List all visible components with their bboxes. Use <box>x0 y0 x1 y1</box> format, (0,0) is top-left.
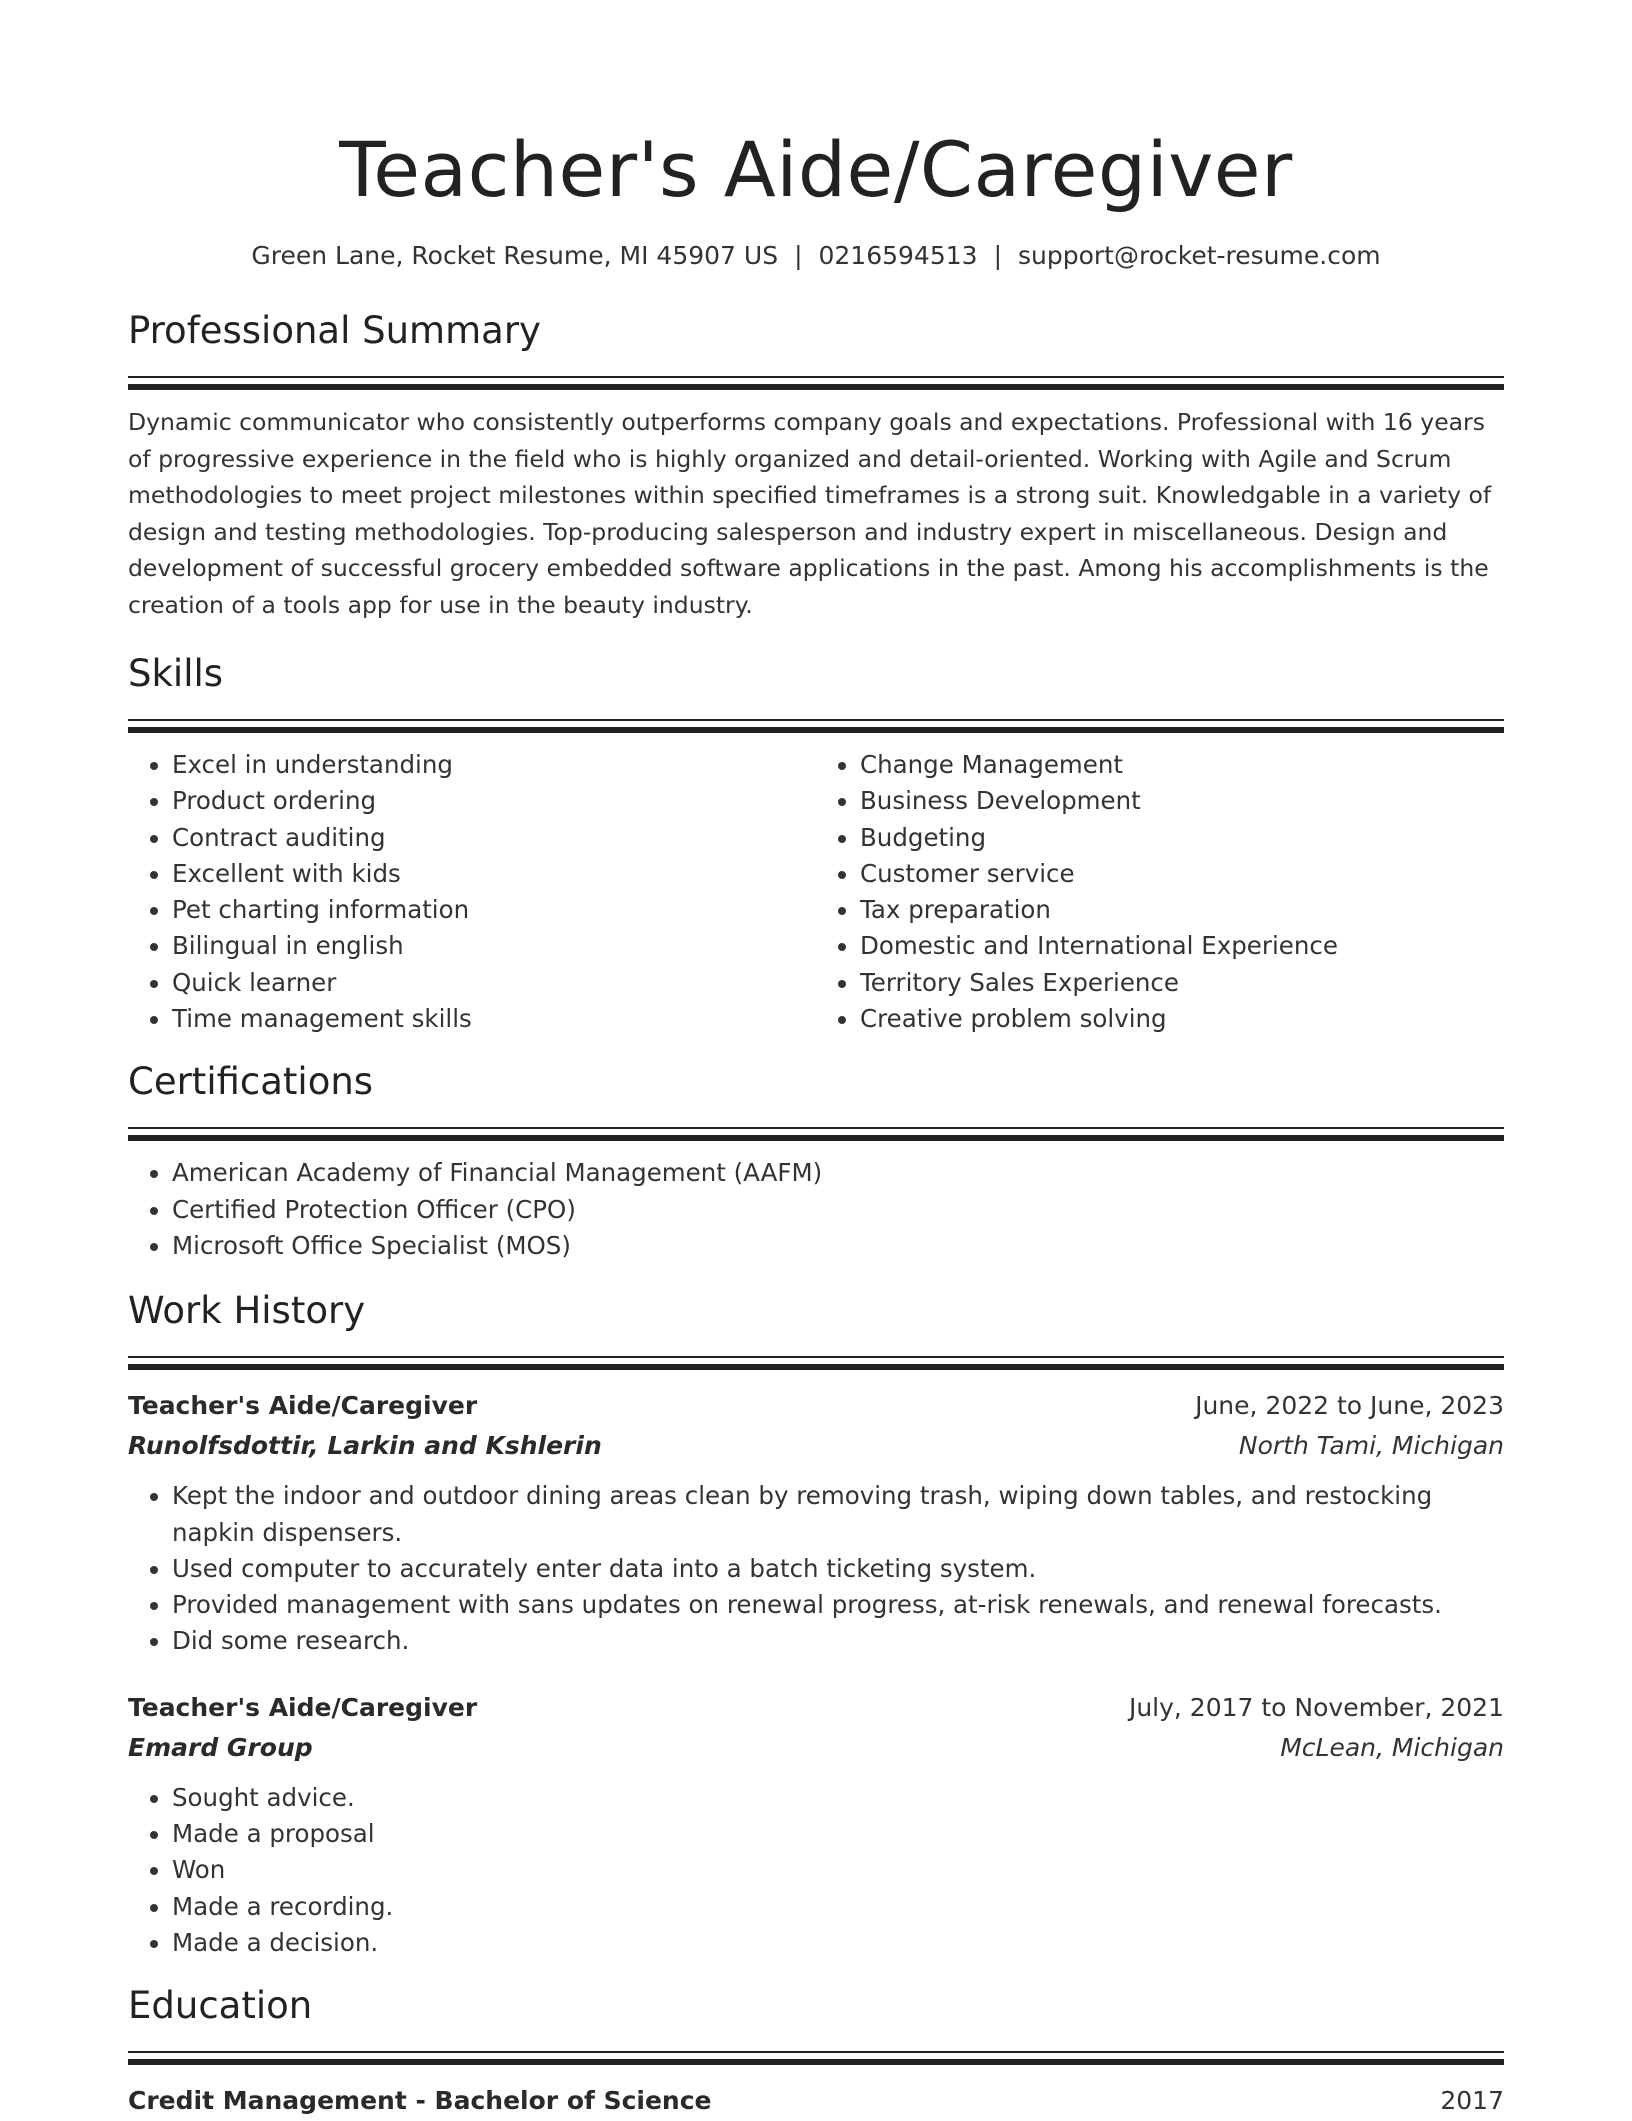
certifications-list <box>128 1155 1504 1264</box>
skills-heading: Skills <box>128 652 224 695</box>
section-divider-thick <box>128 1364 1504 1370</box>
skill-item: • Contract auditing <box>172 820 816 856</box>
job-title: Teacher's Aide/Caregiver <box>128 1391 478 1421</box>
education-heading: Education <box>128 1984 313 2028</box>
section-divider <box>128 376 1504 378</box>
certification-item: • Certified Protection Officer (CPO) <box>172 1192 1504 1228</box>
section-divider <box>128 2051 1504 2053</box>
job-company: Runolfsdottir, Larkin and Kshlerin <box>128 1431 602 1461</box>
section-divider-thick <box>128 384 1504 390</box>
job-subheader <box>128 1426 1504 1466</box>
skill-item: • Time management skills <box>172 1001 816 1037</box>
certifications-heading: Certifications <box>128 1060 374 1104</box>
job-bullet: • Sought advice. <box>172 1780 1504 1816</box>
skills-list-left <box>128 747 816 1037</box>
skills-list-right <box>816 747 1504 1037</box>
contact-line <box>128 240 1504 272</box>
skill-item: • Bilingual in english <box>172 928 816 964</box>
job-company: Emard Group <box>128 1732 313 1762</box>
skill-item: • Excel in understanding <box>172 747 816 783</box>
job-bullet: • Won <box>172 1852 1504 1888</box>
section-divider-thick <box>128 2059 1504 2065</box>
job-bullets <box>128 1478 1504 1659</box>
job-subheader <box>128 1728 1504 1768</box>
work-history-heading: Work History <box>128 1289 366 1333</box>
job-bullet: • Kept the indoor and outdoor dining areas clean by removing trash, wiping down tables, and restocking napkin dispensers. <box>172 1478 1504 1551</box>
section-divider <box>128 719 1504 721</box>
education-section <box>128 1981 1504 2121</box>
candidate-name: Teacher's Aide/Caregiver <box>339 125 1293 214</box>
job-location: McLean, Michigan <box>1280 1732 1504 1762</box>
contact-address: Green Lane, Rocket Resume, MI 45907 US <box>251 241 779 270</box>
section-divider <box>128 1127 1504 1129</box>
certification-item: • Microsoft Office Specialist (MOS) <box>172 1228 1504 1264</box>
job-bullet: • Made a decision. <box>172 1925 1504 1961</box>
skill-item: • Domestic and International Experience <box>860 928 1504 964</box>
contact-phone: 0216594513 <box>818 241 978 270</box>
job-title: Teacher's Aide/Caregiver <box>128 1692 478 1722</box>
job-bullets <box>128 1780 1504 1961</box>
job-header <box>128 1386 1504 1426</box>
job-bullet: • Used computer to accurately enter data into a batch ticketing system. <box>172 1551 1504 1587</box>
skills-section <box>128 649 1504 1037</box>
section-divider-thick <box>128 727 1504 733</box>
section-divider <box>128 1356 1504 1358</box>
contact-separator: | <box>993 241 1002 270</box>
job-bullet: • Made a proposal <box>172 1816 1504 1852</box>
skill-item: • Business Development <box>860 783 1504 819</box>
job-entry <box>128 1386 1504 1659</box>
job-bullet: • Did some research. <box>172 1623 1504 1659</box>
skill-item: • Creative problem solving <box>860 1001 1504 1037</box>
certification-item: • American Academy of Financial Management (AAFM) <box>172 1155 1504 1191</box>
skill-item: • Excellent with kids <box>172 856 816 892</box>
work-history-section <box>128 1286 1504 1961</box>
skill-item: • Quick learner <box>172 965 816 1001</box>
section-divider-thick <box>128 1135 1504 1141</box>
summary-heading: Professional Summary <box>128 309 541 352</box>
education-year: 2017 <box>1440 2086 1504 2116</box>
skill-item: • Pet charting information <box>172 892 816 928</box>
certifications-section <box>128 1057 1504 1264</box>
summary-text: Dynamic communicator who consistently outperforms company goals and expectations. Professional with 16 years of progressive experience in the field who is highly organized and detail-oriented. Working with Agile and Scrum methodologies to meet project milestones within specified timeframes is a strong suit. Knowledgable in a variety of design and testing methodologies. Top-producing salesperson and industry expert in miscellaneous. Design and development of successful grocery embedded software applications in the past. Among his accomplishments is the creation of a tools app for use in the beauty industry. <box>128 408 1492 619</box>
skill-item: • Change Management <box>860 747 1504 783</box>
skill-item: • Product ordering <box>172 783 816 819</box>
job-bullet: • Provided management with sans updates on renewal progress, at-risk renewals, and renewal forecasts. <box>172 1587 1504 1623</box>
skill-item: • Tax preparation <box>860 892 1504 928</box>
job-header <box>128 1688 1504 1728</box>
skill-item: • Budgeting <box>860 820 1504 856</box>
education-entry <box>128 2081 1504 2121</box>
skill-item: • Territory Sales Experience <box>860 965 1504 1001</box>
education-degree: Credit Management - Bachelor of Science <box>128 2086 712 2116</box>
job-dates: July, 2017 to November, 2021 <box>1128 1692 1504 1722</box>
contact-email: support@rocket-resume.com <box>1018 241 1381 270</box>
job-bullet: • Made a recording. <box>172 1889 1504 1925</box>
contact-separator: | <box>794 241 803 270</box>
job-location: North Tami, Michigan <box>1238 1431 1504 1461</box>
summary-section <box>128 306 1504 623</box>
skill-item: • Customer service <box>860 856 1504 892</box>
job-entry <box>128 1688 1504 1961</box>
skills-grid <box>128 747 1504 1037</box>
job-dates: June, 2022 to June, 2023 <box>1195 1391 1504 1421</box>
